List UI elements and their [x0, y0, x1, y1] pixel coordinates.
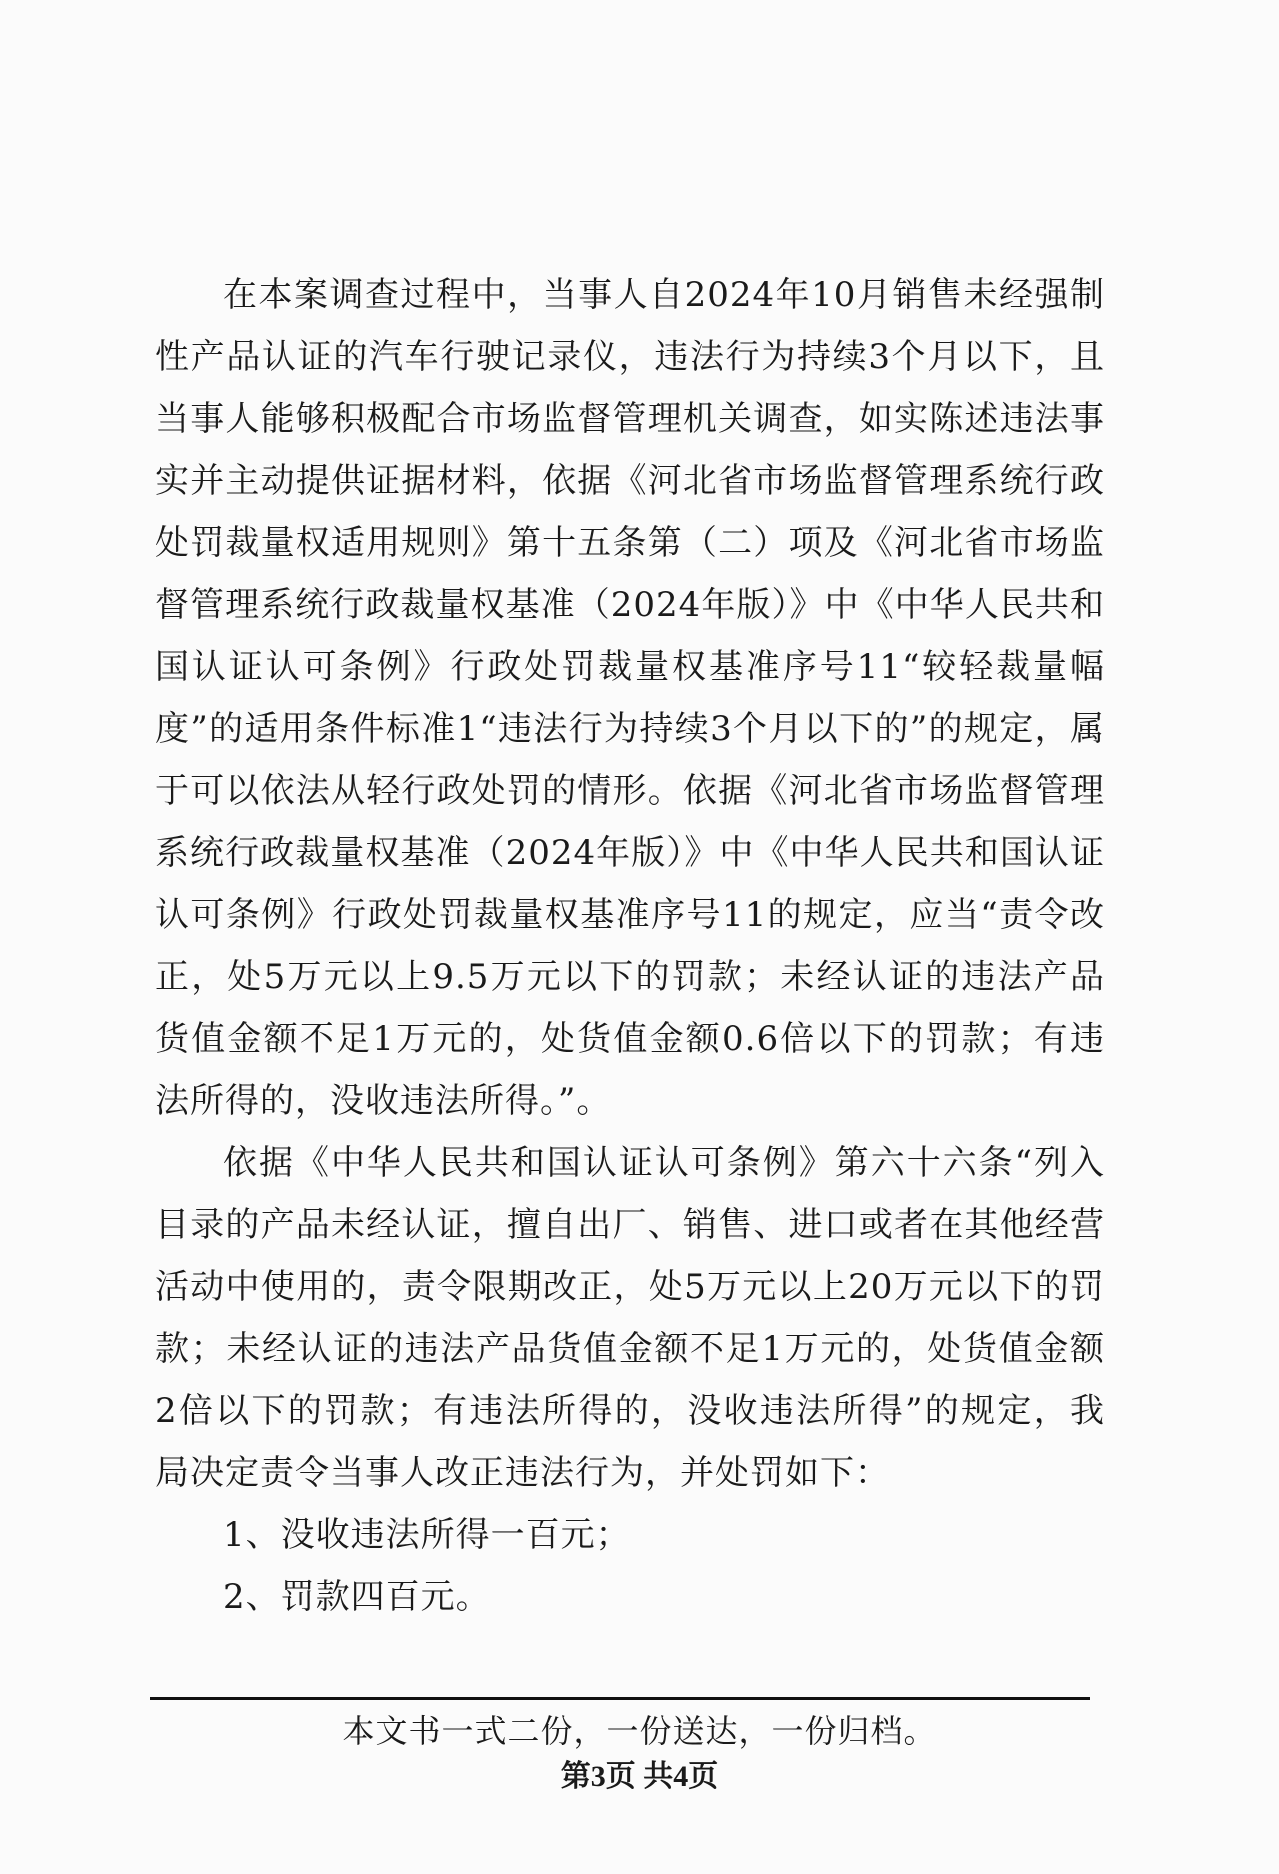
footer-divider	[150, 1697, 1090, 1700]
paragraph-decision: 依据《中华人民共和国认证认可条例》第六十六条“列入目录的产品未经认证，擅自出厂、销售、进口或者在其他经营活动中使用的，责令限期改正，处5万元以上20万元以下的罚款；未经认证的违法产品货值金额不足1万元的，处货值金额2倍以下的罚款；有违法所得的，没收违法所得”的规定，我局决定责令当事人改正违法行为，并处罚如下：	[155, 1143, 1105, 1493]
page-number: 第3页 共4页	[560, 1760, 719, 1793]
penalty-item-fine: 2、罚款四百元。	[223, 1577, 491, 1617]
penalty-item-confiscation: 1、没收违法所得一百元；	[223, 1515, 631, 1555]
paragraph-investigation: 在本案调查过程中，当事人自2024年10月销售未经强制性产品认证的汽车行驶记录仪，违法行为持续3个月以下，且当事人能够积极配合市场监督管理机关调查，如实陈述违法事实并主动提供证据材料，依据《河北省市场监督管理系统行政处罚裁量权适用规则》第十五条第（二）项及《河北省市场监督管理系统行政裁量权基准（2024年版）》中《中华人民共和国认证认可条例》行政处罚裁量权基准序号11“较轻裁量幅度”的适用条件标准1“违法行为持续3个月以下的”的规定，属于可以依法从轻行政处罚的情形。依据《河北省市场监督管理系统行政裁量权基准（2024年版）》中《中华人民共和国认证认可条例》行政处罚裁量权基准序号11的规定，应当“责令改正，处5万元以上9.5万元以下的罚款；未经认证的违法产品货值金额不足1万元的，处货值金额0.6倍以下的罚款；有违法所得的，没收违法所得。”。	[155, 275, 1105, 1121]
document-body	[155, 264, 1105, 1628]
footer-copies-note: 本文书一式二份，一份送达，一份归档。	[342, 1712, 937, 1750]
